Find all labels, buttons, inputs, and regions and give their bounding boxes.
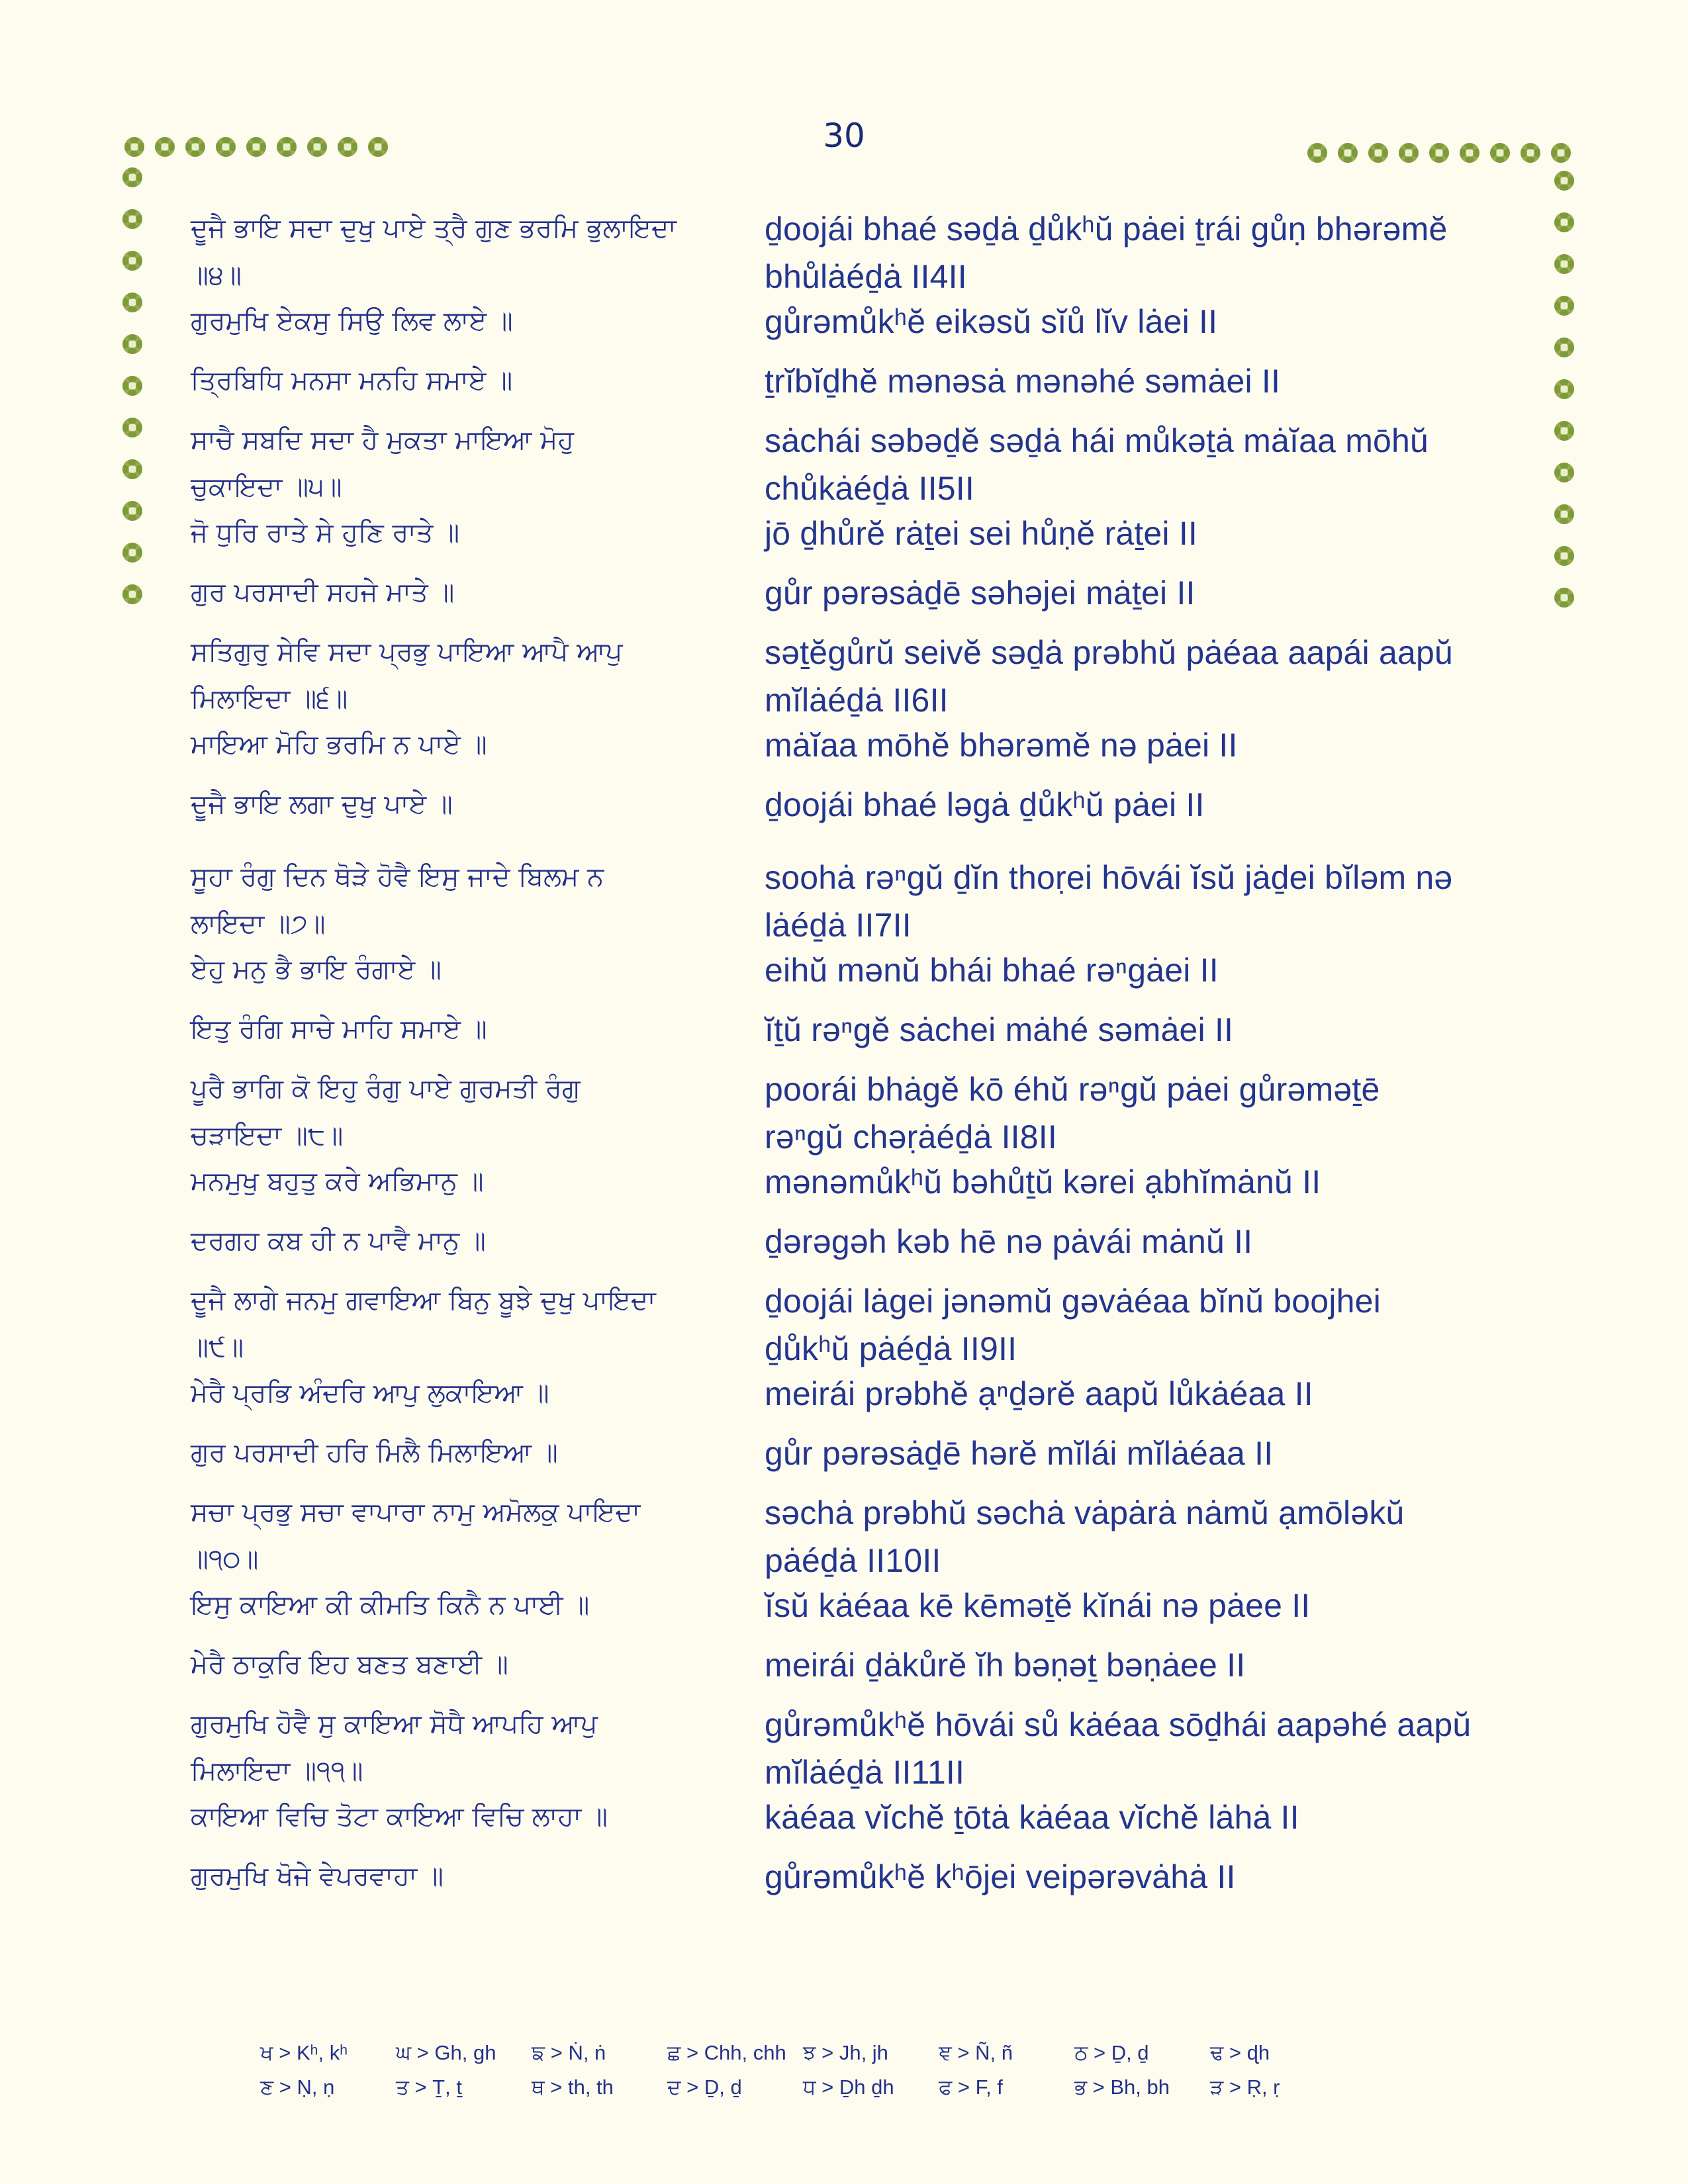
transliteration-line: ḏoojái bhaé səḏȧ ḏůkʰŭ pȧei ṯrái gůṇ bhərəmĕ xyxy=(765,210,1448,248)
transliteration-line: ḏoojái lȧgei jənəmŭ gəvȧéaa bĭnŭ boojhei xyxy=(765,1283,1381,1320)
gurmukhi-line: ਸਤਿਗੁਰੁ ਸੇਵਿ ਸਦਾ ਪ੍ਰਭੁ ਪਾਇਆ ਆਪੈ ਆਪੁ xyxy=(191,637,623,667)
legend-item: ੜ > Ṛ, ṛ xyxy=(1210,2075,1280,2099)
border-top-left-ornament xyxy=(124,137,388,157)
gurmukhi-line: ਦੂਜੈ ਭਾਇ ਲਗਾ ਦੁਖੁ ਪਾਏ ॥ xyxy=(191,789,453,819)
transliteration-line: jō ḏhůrĕ rȧṯei sei hůṇĕ rȧṯei II xyxy=(765,515,1198,552)
transliteration-line: chůkȧéḏȧ II5II xyxy=(765,470,974,507)
gurmukhi-line: ਮਾਇਆ ਮੋਹਿ ਭਰਮਿ ਨ ਪਾਏ ॥ xyxy=(191,729,487,760)
gurmukhi-line: ਮਿਲਾਇਦਾ ॥੧੧॥ xyxy=(191,1756,363,1786)
transliteration-line: gůrəmůkʰĕ eikəsŭ sĭů lĭv lȧei II xyxy=(765,303,1218,340)
gurmukhi-line: ਮਨਮੁਖੁ ਬਹੁਤੁ ਕਰੇ ਅਭਿਮਾਨੁ ॥ xyxy=(191,1166,484,1197)
transliteration-line: gůrəmůkʰĕ kʰōjei veipərəvȧhȧ II xyxy=(765,1858,1236,1895)
gurmukhi-line: ਦੂਜੈ ਲਾਗੇ ਜਨਮੁ ਗਵਾਇਆ ਬਿਨੁ ਬੂਝੇ ਦੁਖੁ ਪਾਇਦਾ xyxy=(191,1285,656,1316)
gurmukhi-line: ਜੋ ਧੁਰਿ ਰਾਤੇ ਸੇ ਹੁਣਿ ਰਾਤੇ ॥ xyxy=(191,518,460,548)
flower-ornament-icon xyxy=(122,543,142,563)
gurmukhi-line: ਸਾਚੈ ਸਬਦਿ ਸਦਾ ਹੈ ਮੁਕਤਾ ਮਾਇਆ ਮੋਹੁ xyxy=(191,425,574,455)
transliteration-line: mĭlȧéḏȧ II6II xyxy=(765,682,949,719)
flower-ornament-icon xyxy=(1521,143,1540,163)
transliteration-legend xyxy=(260,2036,1452,2105)
transliteration-line: meirái ḏȧkůrĕ ĭh bəṇəṯ bəṇȧee II xyxy=(765,1647,1246,1684)
gurmukhi-text xyxy=(191,1066,733,1160)
legend-item: ਙ > Ṅ, ṅ xyxy=(532,2040,606,2064)
flower-ornament-icon xyxy=(1554,546,1574,566)
gurmukhi-text xyxy=(191,1277,733,1371)
flower-ornament-icon xyxy=(1554,212,1574,232)
transliteration-text xyxy=(765,205,1516,300)
transliteration-text xyxy=(765,721,1516,769)
transliteration-line: ḏərəgəh kəb hē nə pȧvái mȧnŭ II xyxy=(765,1223,1253,1260)
flower-ornament-icon xyxy=(122,251,142,271)
gurmukhi-line: ਸੂਹਾ ਰੰਗੁ ਦਿਨ ਥੋੜੇ ਹੋਵੈ ਇਸੁ ਜਾਦੇ ਬਿਲਮ ਨ xyxy=(191,862,604,892)
flower-ornament-icon xyxy=(122,459,142,479)
flower-ornament-icon xyxy=(1554,588,1574,608)
transliteration-text xyxy=(765,1641,1516,1689)
transliteration-line: səṯĕgůrŭ seivĕ səḏȧ prəbhŭ pȧéaa aapái aapŭ xyxy=(765,634,1453,671)
legend-item: ਛ > Chh, chh xyxy=(667,2040,786,2064)
transliteration-line: kȧéaa vĭchĕ ṯōtȧ kȧéaa vĭchĕ lȧhȧ II xyxy=(765,1799,1299,1836)
gurmukhi-line: ਪੂਰੈ ਭਾਗਿ ਕੋ ਇਹੁ ਰੰਗੁ ਪਾਏ ਗੁਰਮਤੀ ਰੰਗੁ xyxy=(191,1073,581,1104)
gurmukhi-line: ਗੁਰਮੁਖਿ ਏਕਸੁ ਸਿਉ ਲਿਵ ਲਾਏ ॥ xyxy=(191,306,513,336)
transliteration-line: gůrəmůkʰĕ hōvái sů kȧéaa sōḏhái aapəhé aapŭ xyxy=(765,1706,1472,1743)
gurmukhi-text xyxy=(191,569,733,616)
border-top-right-ornament xyxy=(1307,143,1571,163)
transliteration-text xyxy=(765,1430,1516,1477)
transliteration-text xyxy=(765,1066,1516,1161)
gurmukhi-text xyxy=(191,781,733,828)
transliteration-line: poorái bhȧgĕ kō éhŭ rəⁿgŭ pȧei gůrəməṯē xyxy=(765,1071,1380,1108)
flower-ornament-icon xyxy=(1551,143,1571,163)
transliteration-line: ṯrĭbĭḏhĕ mənəsȧ mənəhé səmȧei II xyxy=(765,363,1281,400)
transliteration-text xyxy=(765,1277,1516,1373)
legend-row xyxy=(260,2036,1452,2070)
gurmukhi-text xyxy=(191,1158,733,1205)
gurmukhi-text xyxy=(191,1006,733,1053)
transliteration-text xyxy=(765,510,1516,557)
transliteration-line: mȧĭaa mōhĕ bhərəmĕ nə pȧei II xyxy=(765,727,1238,764)
gurmukhi-text xyxy=(191,205,733,299)
flower-ornament-icon xyxy=(155,137,175,157)
transliteration-text xyxy=(765,298,1516,345)
transliteration-line: gůr pərəsȧḏē səhəjei mȧṯei II xyxy=(765,574,1196,612)
border-right-ornament xyxy=(1554,171,1574,608)
flower-ornament-icon xyxy=(1490,143,1510,163)
legend-item: ਝ > Jh, jh xyxy=(803,2040,888,2064)
legend-item: ਘ > Gh, gh xyxy=(396,2040,496,2064)
transliteration-line: gůr pərəsȧḏē hərĕ mĭlái mĭlȧéaa II xyxy=(765,1435,1274,1472)
flower-ornament-icon xyxy=(1307,143,1327,163)
transliteration-line: ḏoojái bhaé ləgȧ ḏůkʰŭ pȧei II xyxy=(765,786,1205,823)
gurmukhi-text xyxy=(191,510,733,557)
flower-ornament-icon xyxy=(1399,143,1419,163)
gurmukhi-line: ॥੯॥ xyxy=(191,1332,244,1363)
legend-item: ਥ > th, th xyxy=(532,2075,614,2099)
legend-item: ਖ > Kʰ, kʰ xyxy=(260,2040,348,2064)
transliteration-text xyxy=(765,1582,1516,1629)
gurmukhi-text xyxy=(191,1794,733,1841)
flower-ornament-icon xyxy=(1338,143,1358,163)
gurmukhi-line: ਏਹੁ ਮਨੁ ਭੈ ਭਾਇ ਰੰਗਾਏ ॥ xyxy=(191,954,442,985)
legend-item: ਭ > Bh, bh xyxy=(1074,2075,1170,2099)
flower-ornament-icon xyxy=(1554,338,1574,357)
gurmukhi-text xyxy=(191,298,733,345)
gurmukhi-line: ਗੁਰ ਪਰਸਾਦੀ ਸਹਜੇ ਮਾਤੇ ॥ xyxy=(191,577,455,608)
flower-ornament-icon xyxy=(122,584,142,604)
gurmukhi-line: ਗੁਰ ਪਰਸਾਦੀ ਹਰਿ ਮਿਲੈ ਮਿਲਾਇਆ ॥ xyxy=(191,1437,558,1468)
gurmukhi-line: ਗੁਰਮੁਖਿ ਖੋਜੇ ਵੇਪਰਵਾਹਾ ॥ xyxy=(191,1861,444,1891)
transliteration-line: eihŭ mənŭ bhái bhaé rəⁿgȧei II xyxy=(765,952,1219,989)
legend-row xyxy=(260,2070,1452,2105)
gurmukhi-text xyxy=(191,1701,733,1795)
transliteration-text xyxy=(765,1489,1516,1584)
gurmukhi-line: ਮੇਰੈ ਠਾਕੁਰਿ ਇਹ ਬਣਤ ਬਣਾਈ ॥ xyxy=(191,1649,508,1680)
gurmukhi-text xyxy=(191,1218,733,1265)
transliteration-line: sȧchái səbəḏĕ səḏȧ hái můkəṯȧ mȧĭaa mōhŭ xyxy=(765,422,1429,459)
flower-ornament-icon xyxy=(1429,143,1449,163)
legend-item: ਤ > Ṯ, ṯ xyxy=(396,2075,462,2099)
gurmukhi-line: ਇਸੁ ਕਾਇਆ ਕੀ ਕੀਮਤਿ ਕਿਨੈ ਨ ਪਾਈ ॥ xyxy=(191,1590,590,1620)
transliteration-text xyxy=(765,781,1516,829)
flower-ornament-icon xyxy=(185,137,205,157)
flower-ornament-icon xyxy=(122,376,142,396)
page-number: 30 xyxy=(823,116,865,155)
transliteration-text xyxy=(765,1158,1516,1206)
legend-item: ਧ > Ḏh ḏh xyxy=(803,2075,894,2099)
gurmukhi-line: ਇਤੁ ਰੰਗਿ ਸਾਚੇ ਮਾਹਿ ਸਮਾਏ ॥ xyxy=(191,1014,487,1044)
gurmukhi-line: ॥੪॥ xyxy=(191,260,242,291)
flower-ornament-icon xyxy=(122,167,142,187)
transliteration-line: mənəmůkʰŭ bəhůṯŭ kərei ạbhĭmȧnŭ II xyxy=(765,1163,1321,1201)
transliteration-text xyxy=(765,1218,1516,1265)
flower-ornament-icon xyxy=(122,418,142,437)
flower-ornament-icon xyxy=(1368,143,1388,163)
gurmukhi-text xyxy=(191,357,733,404)
gurmukhi-line: ਕਾਇਆ ਵਿਚਿ ਤੋਟਾ ਕਾਇਆ ਵਿਚਿ ਲਾਹਾ ॥ xyxy=(191,1801,608,1832)
transliteration-line: ĭsŭ kȧéaa kē kēməṯĕ kĭnái nə pȧee II xyxy=(765,1587,1311,1624)
gurmukhi-line: ਦੂਜੈ ਭਾਇ ਸਦਾ ਦੁਖੁ ਪਾਏ ਤ੍ਰੈ ਗੁਣ ਭਰਮਿ ਭੁਲਾਇਦਾ xyxy=(191,213,677,244)
flower-ornament-icon xyxy=(1460,143,1479,163)
flower-ornament-icon xyxy=(277,137,297,157)
gurmukhi-text xyxy=(191,946,733,993)
transliteration-text xyxy=(765,1701,1516,1796)
transliteration-line: meirái prəbhĕ ạⁿḏərĕ aapŭ lůkȧéaa II xyxy=(765,1375,1313,1412)
transliteration-line: lȧéḏȧ II7II xyxy=(765,907,912,944)
flower-ornament-icon xyxy=(338,137,357,157)
transliteration-text xyxy=(765,629,1516,724)
transliteration-text xyxy=(765,946,1516,994)
transliteration-text xyxy=(765,569,1516,617)
flower-ornament-icon xyxy=(122,293,142,312)
flower-ornament-icon xyxy=(122,209,142,229)
gurmukhi-line: ਲਾਇਦਾ ॥੭॥ xyxy=(191,909,326,939)
transliteration-text xyxy=(765,1794,1516,1841)
transliteration-line: səchȧ prəbhŭ səchȧ vȧpȧrȧ nȧmŭ ạmōləkŭ xyxy=(765,1494,1405,1531)
flower-ornament-icon xyxy=(1554,421,1574,441)
transliteration-text xyxy=(765,357,1516,405)
flower-ornament-icon xyxy=(122,501,142,521)
flower-ornament-icon xyxy=(246,137,266,157)
gurmukhi-line: ਤ੍ਰਿਬਿਧਿ ਮਨਸਾ ਮਨਹਿ ਸਮਾਏ ॥ xyxy=(191,365,513,396)
transliteration-text xyxy=(765,1006,1516,1054)
flower-ornament-icon xyxy=(1554,463,1574,482)
gurmukhi-text xyxy=(191,1370,733,1417)
border-left-ornament xyxy=(122,167,142,604)
gurmukhi-line: ਦਰਗਹ ਕਬ ਹੀ ਨ ਪਾਵੈ ਮਾਨੁ ॥ xyxy=(191,1226,486,1256)
gurmukhi-text xyxy=(191,1641,733,1688)
flower-ornament-icon xyxy=(1554,254,1574,274)
flower-ornament-icon xyxy=(124,137,144,157)
flower-ornament-icon xyxy=(1554,296,1574,316)
gurmukhi-text xyxy=(191,1853,733,1900)
gurmukhi-line: ਸਚਾ ਪ੍ਰਭੁ ਸਚਾ ਵਾਪਾਰਾ ਨਾਮੁ ਅਮੋਲਕੁ ਪਾਇਦਾ xyxy=(191,1497,641,1527)
legend-item: ਞ > Ñ, ñ xyxy=(939,2040,1013,2064)
flower-ornament-icon xyxy=(1554,504,1574,524)
transliteration-text xyxy=(765,1853,1516,1901)
gurmukhi-line: ਚੁਕਾਇਦਾ ॥੫॥ xyxy=(191,472,342,502)
transliteration-line: mĭlȧéḏȧ II11II xyxy=(765,1754,965,1791)
flower-ornament-icon xyxy=(1554,379,1574,399)
gurmukhi-line: ਮਿਲਾਇਦਾ ॥੬॥ xyxy=(191,684,348,714)
flower-ornament-icon xyxy=(122,334,142,354)
gurmukhi-text xyxy=(191,1489,733,1583)
legend-item: ਠ > Ḏ, ḏ xyxy=(1074,2040,1149,2064)
legend-item: ਫ > F, f xyxy=(939,2075,1003,2099)
transliteration-line: rəⁿgŭ chəṛȧéḏȧ II8II xyxy=(765,1118,1057,1156)
transliteration-line: pȧéḏȧ II10II xyxy=(765,1542,941,1579)
gurmukhi-line: ਚੜਾਇਦਾ ॥੮॥ xyxy=(191,1120,344,1151)
legend-item: ਣ > Ṇ, ṇ xyxy=(260,2075,335,2099)
transliteration-line: ḏůkʰŭ pȧéḏȧ II9II xyxy=(765,1330,1017,1367)
legend-item: ਢ > ɖh xyxy=(1210,2040,1270,2064)
gurmukhi-line: ॥੧੦॥ xyxy=(191,1544,259,1574)
gurmukhi-text xyxy=(191,629,733,723)
transliteration-text xyxy=(765,854,1516,949)
transliteration-line: bhůlȧéḏȧ II4II xyxy=(765,258,967,295)
flower-ornament-icon xyxy=(368,137,388,157)
gurmukhi-text xyxy=(191,1430,733,1477)
transliteration-line: soohȧ rəⁿgŭ ḏĭn thoṛei hōvái ĭsŭ jȧḏei bĭləm nə xyxy=(765,859,1453,896)
gurmukhi-line: ਗੁਰਮੁਖਿ ਹੋਵੈ ਸੁ ਕਾਇਆ ਸੋਧੈ ਆਪਹਿ ਆਪੁ xyxy=(191,1709,598,1739)
transliteration-line: ĭṯŭ rəⁿgĕ sȧchei mȧhé səmȧei II xyxy=(765,1011,1234,1048)
transliteration-text xyxy=(765,1370,1516,1418)
gurmukhi-text xyxy=(191,721,733,768)
flower-ornament-icon xyxy=(1554,171,1574,191)
flower-ornament-icon xyxy=(307,137,327,157)
gurmukhi-text xyxy=(191,1582,733,1629)
flower-ornament-icon xyxy=(216,137,236,157)
gurmukhi-text xyxy=(191,417,733,511)
legend-item: ਦ > Ḏ, ḏ xyxy=(667,2075,742,2099)
gurmukhi-text xyxy=(191,854,733,948)
gurmukhi-line: ਮੇਰੈ ਪ੍ਰਭਿ ਅੰਦਰਿ ਆਪੁ ਲੁਕਾਇਆ ॥ xyxy=(191,1378,549,1408)
transliteration-text xyxy=(765,417,1516,512)
